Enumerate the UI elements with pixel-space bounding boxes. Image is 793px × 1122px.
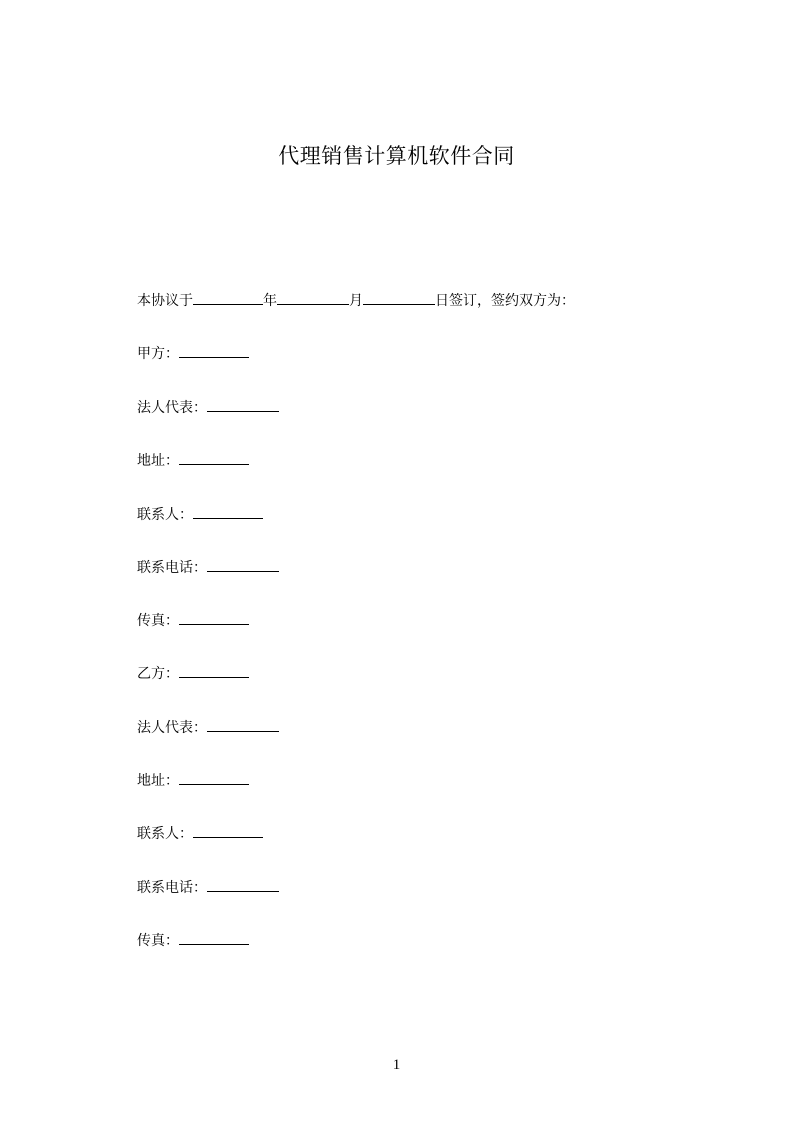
party-a-fax-line [137, 610, 249, 631]
document-title: 代理销售计算机软件合同 [278, 144, 515, 168]
day-blank [363, 290, 435, 305]
month-blank [277, 290, 349, 305]
page-number: 1 [392, 1057, 401, 1073]
party-a-name-line [137, 343, 249, 364]
party-b-address-label: 地址： [137, 773, 179, 789]
intro-suffix: 日签订，签约双方为： [435, 293, 575, 309]
party-b-contact-line [137, 823, 263, 844]
party-a-name-blank [179, 343, 249, 358]
party-a-address-line [137, 450, 249, 471]
party-b-name-line [137, 663, 249, 684]
party-a-name-label: 甲方： [137, 346, 179, 362]
party-b-fax-blank [179, 930, 249, 945]
party-b-phone-blank [207, 877, 279, 892]
party-a-legal-rep-line [137, 397, 279, 418]
year-blank [193, 290, 263, 305]
party-a-phone-blank [207, 557, 279, 572]
party-b-phone-line [137, 877, 279, 898]
party-a-address-label: 地址： [137, 453, 179, 469]
party-b-legal-rep-line [137, 717, 279, 738]
party-b-contact-label: 联系人： [137, 826, 193, 842]
party-b-address-blank [179, 770, 249, 785]
year-unit: 年 [263, 293, 277, 309]
agreement-date-line [137, 290, 575, 311]
party-a-contact-line [137, 504, 263, 525]
party-a-phone-line [137, 557, 279, 578]
party-b-phone-label: 联系电话： [137, 880, 207, 896]
party-b-fax-line [137, 930, 249, 951]
party-b-fax-label: 传真： [137, 933, 179, 949]
party-a-fax-label: 传真： [137, 613, 179, 629]
party-a-legal-rep-label: 法人代表： [137, 400, 207, 416]
party-a-phone-label: 联系电话： [137, 560, 207, 576]
party-a-contact-blank [193, 504, 263, 519]
party-b-name-blank [179, 663, 249, 678]
party-b-name-label: 乙方： [137, 666, 179, 682]
party-b-contact-blank [193, 823, 263, 838]
party-b-legal-rep-label: 法人代表： [137, 720, 207, 736]
party-a-address-blank [179, 450, 249, 465]
party-b-address-line [137, 770, 249, 791]
party-b-legal-rep-blank [207, 717, 279, 732]
party-a-contact-label: 联系人： [137, 507, 193, 523]
party-a-legal-rep-blank [207, 397, 279, 412]
intro-prefix: 本协议于 [137, 293, 193, 309]
month-unit: 月 [349, 293, 363, 309]
party-a-fax-blank [179, 610, 249, 625]
